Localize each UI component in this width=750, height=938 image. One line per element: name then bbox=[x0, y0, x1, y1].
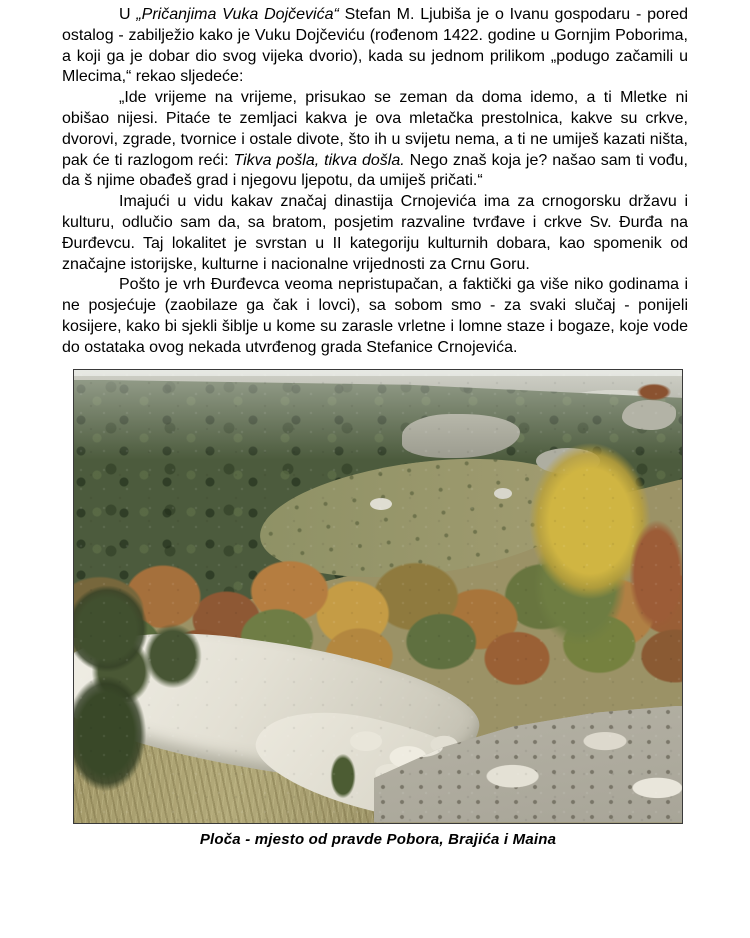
photo-rust-tree bbox=[622, 490, 683, 660]
text-run: U bbox=[119, 6, 137, 23]
text-run: Pošto je vrh Đurđevca veoma nepristupačan, a faktički ga više niko godinama i ne posjećuje (zaobilaze ga čak i lovci), sa sobom smo - za svaki slučaj - ponijeli kosijere, kako bi sjekli šiblje u kome su zarasle vrletne i lomne staze i bogaze, koje vode do ostataka ovog nekada utvrđenog grada Stefanice Crnojevića. bbox=[62, 276, 688, 356]
text-run-italic: „Pričanjima Vuka Dojčevića“ bbox=[136, 6, 339, 23]
text-run: „Ide vrijeme na vrijeme, prisukao se zeman da doma idemo, a ti Mletke ni obišao nijesi. Pitaće te zemljaci kakva je ova mletačka prestolnica, kakve su crkve, dvorovi, zgrade, tvornice i ostale divote, što ih u svijetu nema, a ti ne umiješ kazati ništa, pak će ti razlogom reći: bbox=[62, 89, 688, 169]
text-run: Nego znaš koja je? našao sam ti vođu, da š njime obađeš grad i njegovu ljepotu, da umiješ pričati.“ bbox=[62, 151, 688, 190]
landscape-photo bbox=[73, 369, 683, 824]
landscape-photo-figure bbox=[73, 369, 683, 848]
text-run: Stefan M. Ljubiša je o Ivanu gospodaru - pored ostalog - zabilježio kako je Vuku Dojčeviću (rođenom 1422. godine u Gornjim Poborima, a koji ga je dobar dio svog vijeka dvorio), kada su jednom prilikom „podugo začamili u Mlecima,“ rekao sljedeće: bbox=[62, 6, 688, 86]
paragraph-3 bbox=[62, 192, 688, 275]
text-run-italic: Tikva pošla, tikva došla. bbox=[233, 151, 405, 169]
photo-rust-patch bbox=[630, 380, 678, 404]
photo-small-rock bbox=[494, 488, 512, 499]
photo-caption: Ploča - mjesto od pravde Pobora, Brajića i Maina bbox=[199, 830, 557, 848]
document-page bbox=[0, 5, 750, 938]
photo-rock-outcrop bbox=[622, 400, 676, 430]
photo-small-conifer bbox=[326, 742, 360, 804]
photo-green-bush bbox=[73, 666, 154, 816]
paragraph-4 bbox=[62, 275, 688, 358]
article-text bbox=[62, 5, 688, 359]
photo-small-rock bbox=[370, 498, 392, 510]
paragraph-1 bbox=[62, 5, 688, 88]
paragraph-2 bbox=[62, 88, 688, 192]
text-run: Imajući u vidu kakav značaj dinastija Crnojevića ima za crnogorsku državu i kulturu, odlučio sam da, sa bratom, posjetim razvaline tvrđave i crkve Sv. Đurđa na Đurđevcu. Taj lokalitet je svrstan u II kategoriju kulturnih dobara, kao spomenik od značajne istorijske, kulturne i nacionalne vrijednosti za Crnu Goru. bbox=[62, 193, 688, 273]
